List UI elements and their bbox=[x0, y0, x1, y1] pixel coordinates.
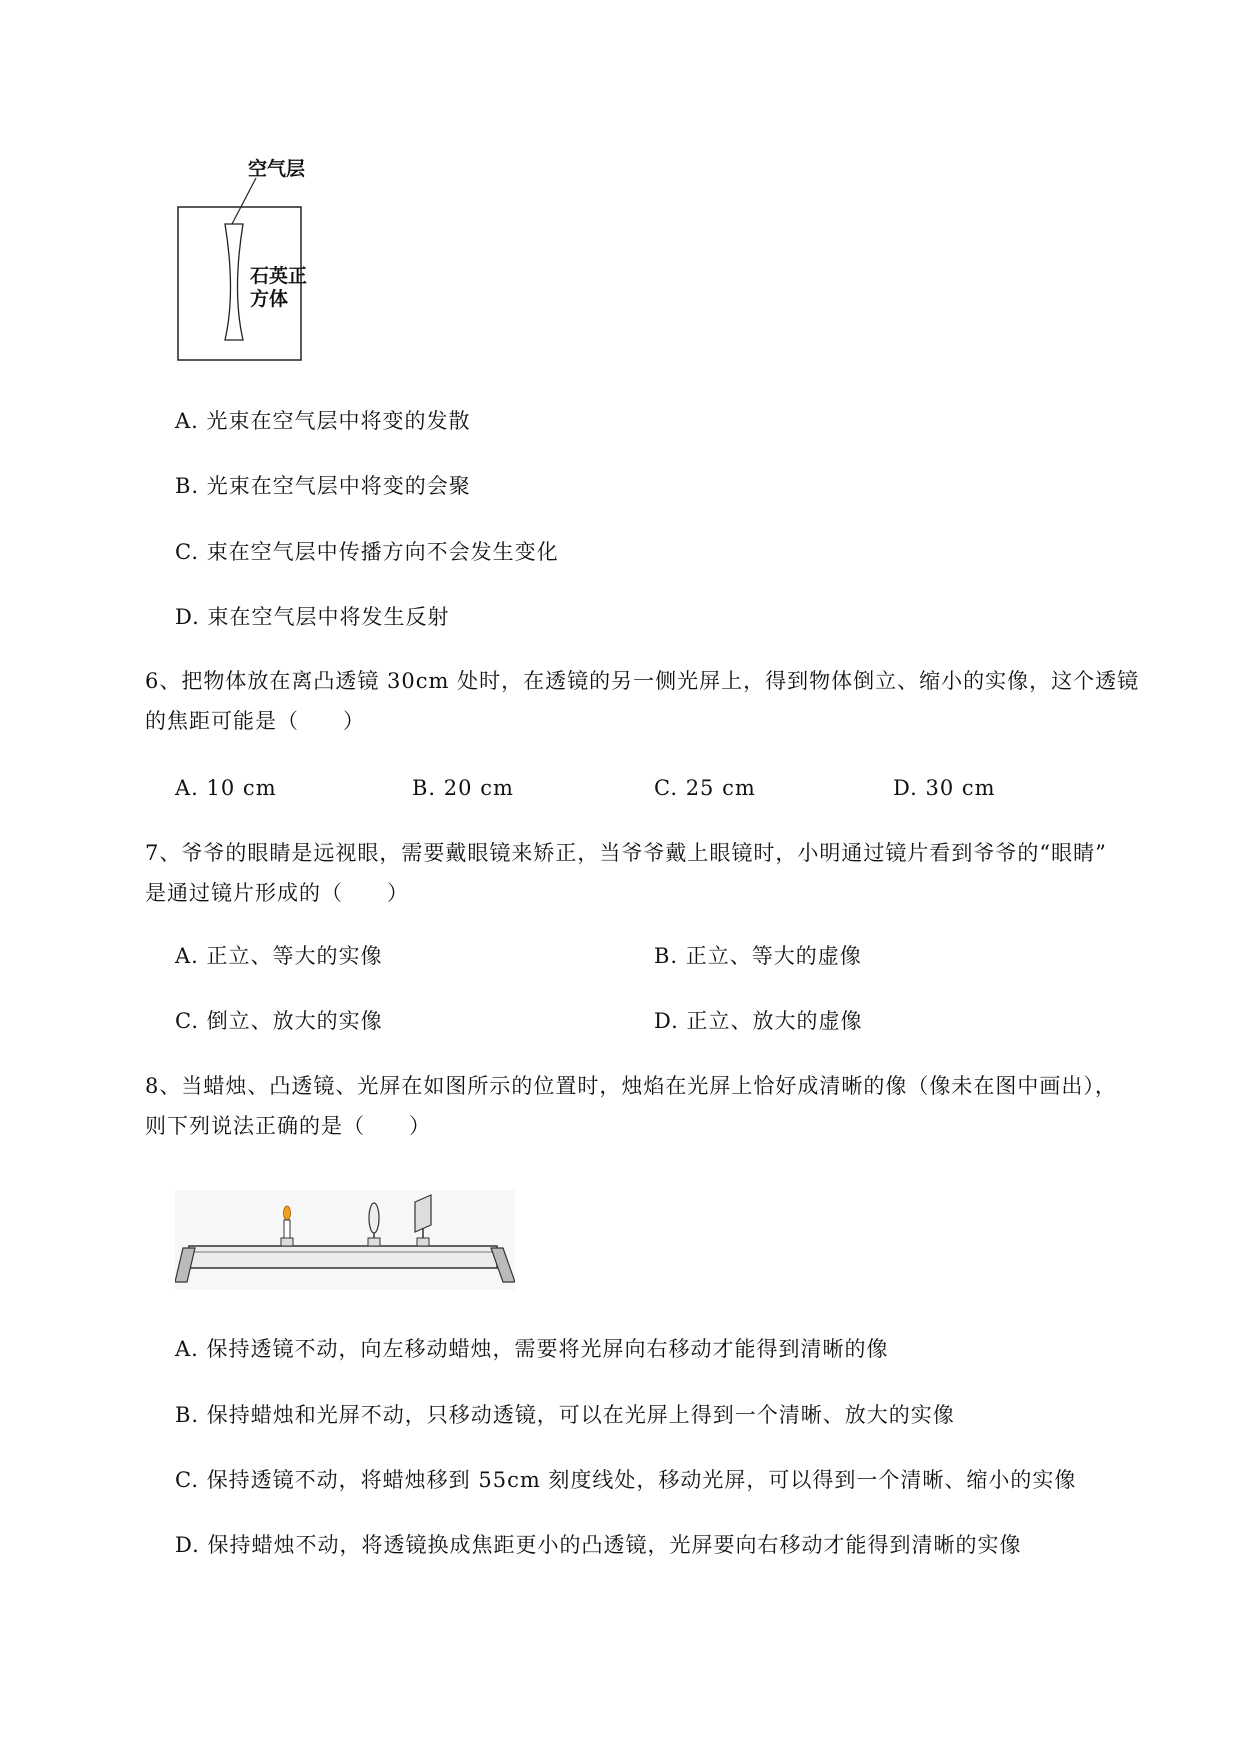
question-6-line2: 的焦距可能是（ ） bbox=[145, 709, 365, 733]
optical-bench-figure bbox=[175, 1190, 515, 1290]
option-text: 保持透镜不动，向左移动蜡烛，需要将光屏向右移动才能得到清晰的像 bbox=[206, 1337, 889, 1361]
option-letter: B. bbox=[175, 1403, 200, 1427]
air-layer-pointer bbox=[232, 178, 256, 224]
q5-option-a bbox=[175, 407, 471, 435]
option-text: 正立、放大的虚像 bbox=[686, 1009, 863, 1033]
option-text: 倒立、放大的实像 bbox=[206, 1009, 383, 1033]
option-text: 保持蜡烛和光屏不动，只移动透镜，可以在光屏上得到一个清晰、放大的实像 bbox=[206, 1403, 955, 1427]
option-letter: C. bbox=[175, 1009, 199, 1033]
quartz-label-line1: 石英正 bbox=[250, 265, 308, 287]
q8-option-a bbox=[175, 1335, 889, 1363]
q6-option-c bbox=[654, 774, 756, 802]
option-text: 25 cm bbox=[685, 776, 756, 800]
q5-option-d bbox=[175, 603, 449, 631]
option-letter: D. bbox=[175, 1533, 200, 1557]
convex-lens bbox=[368, 1203, 380, 1246]
option-text: 保持蜡烛不动，将透镜换成焦距更小的凸透镜，光屏要向右移动才能得到清晰的实像 bbox=[207, 1533, 1022, 1557]
q6-option-d bbox=[893, 774, 996, 802]
q5-option-c bbox=[175, 538, 559, 566]
option-text: 20 cm bbox=[443, 776, 514, 800]
option-text: 光束在空气层中将变的会聚 bbox=[206, 474, 471, 498]
quartz-label-line2: 方体 bbox=[250, 288, 289, 310]
q7-option-b bbox=[654, 942, 862, 970]
option-text: 保持透镜不动，将蜡烛移到 55cm 刻度线处，移动光屏，可以得到一个清晰、缩小的实像 bbox=[206, 1468, 1077, 1492]
option-letter: A. bbox=[175, 944, 199, 968]
bench-rail bbox=[189, 1246, 497, 1268]
question-7 bbox=[145, 833, 1145, 913]
q8-option-b bbox=[175, 1401, 955, 1429]
option-letter: A. bbox=[175, 409, 199, 433]
quartz-cube-figure bbox=[150, 150, 320, 365]
option-letter: B. bbox=[654, 944, 679, 968]
option-letter: D. bbox=[893, 776, 918, 800]
question-8-line2: 则下列说法正确的是（ ） bbox=[145, 1114, 431, 1138]
option-letter: A. bbox=[175, 1337, 199, 1361]
option-letter: A. bbox=[175, 776, 199, 800]
light-screen bbox=[415, 1195, 431, 1246]
option-text: 束在空气层中将发生反射 bbox=[207, 605, 450, 629]
q6-option-b bbox=[412, 774, 514, 802]
q5-option-b bbox=[175, 472, 471, 500]
option-letter: D. bbox=[654, 1009, 679, 1033]
question-6 bbox=[145, 661, 1145, 741]
option-letter: B. bbox=[175, 474, 200, 498]
option-text: 光束在空气层中将变的发散 bbox=[206, 409, 471, 433]
question-6-line1: 6、把物体放在离凸透镜 30cm 处时，在透镜的另一侧光屏上，得到物体倒立、缩小的实像，这个透镜 bbox=[145, 669, 1140, 693]
q7-option-d bbox=[654, 1007, 862, 1035]
option-text: 正立、等大的实像 bbox=[206, 944, 383, 968]
air-layer-label: 空气层 bbox=[248, 158, 306, 180]
question-8 bbox=[145, 1066, 1145, 1146]
option-text: 正立、等大的虚像 bbox=[685, 944, 862, 968]
q6-option-a bbox=[175, 774, 277, 802]
option-letter: D. bbox=[175, 605, 200, 629]
q7-option-a bbox=[175, 942, 383, 970]
air-layer-shape bbox=[225, 224, 243, 340]
question-7-line2: 是通过镜片形成的（ ） bbox=[145, 881, 409, 905]
option-text: 10 cm bbox=[206, 776, 277, 800]
option-letter: C. bbox=[175, 1468, 199, 1492]
option-text: 束在空气层中传播方向不会发生变化 bbox=[206, 540, 559, 564]
q8-option-c bbox=[175, 1466, 1076, 1494]
option-text: 30 cm bbox=[925, 776, 996, 800]
option-letter: C. bbox=[175, 540, 199, 564]
question-8-line1: 8、当蜡烛、凸透镜、光屏在如图所示的位置时，烛焰在光屏上恰好成清晰的像（像未在图中画出）， bbox=[145, 1074, 1117, 1098]
q8-option-d bbox=[175, 1531, 1021, 1559]
option-letter: B. bbox=[412, 776, 437, 800]
q7-option-c bbox=[175, 1007, 383, 1035]
option-letter: C. bbox=[654, 776, 678, 800]
question-7-line1: 7、爷爷的眼睛是远视眼，需要戴眼镜来矫正，当爷爷戴上眼镜时，小明通过镜片看到爷爷的“眼睛” bbox=[145, 841, 1107, 865]
